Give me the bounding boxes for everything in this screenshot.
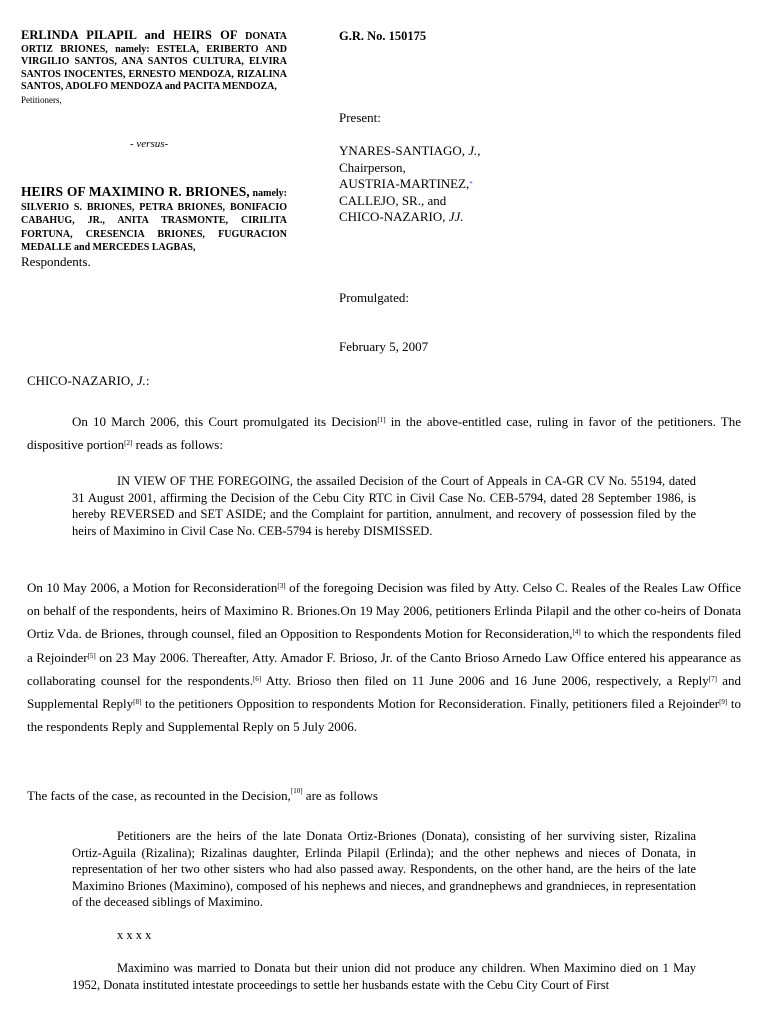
footnote-ref[interactable]: [8] <box>133 698 142 707</box>
justice-line: CHICO-NAZARIO, JJ. <box>339 209 464 224</box>
case-number: G.R. No. 150175 <box>339 29 427 43</box>
justice-line: YNARES-SANTIAGO, J., <box>339 143 481 158</box>
promulgated-label: Promulgated: <box>339 290 410 305</box>
petitioners-names: DONATA ORTIZ BRIONES, namely: ESTELA, ERIBERTO AND VIRGILIO SANTOS, ANA SANTOS CULTURA, ELVIRA SANTOS INOCENTES, ERNESTO MENDOZA, RIZALINA SANTOS, ADOLFO MENDOZA and PACITA MENDOZA, <box>21 31 288 92</box>
paragraph-1: On 10 March 2006, this Court promulgated its Decision[1] in the above-entitled case, ruling in favor of the petitioners. The dispositive portion[2] reads as follows: <box>27 414 741 452</box>
present-label: Present: <box>339 110 381 125</box>
promulgation-date: February 5, 2007 <box>339 339 429 354</box>
ponente: CHICO-NAZARIO, J.: <box>27 373 150 388</box>
footnote-ref[interactable]: [6] <box>252 674 262 683</box>
footnote-star-link[interactable]: * <box>469 180 473 188</box>
versus-label: - versus- <box>130 138 169 150</box>
footnote-ref[interactable]: [7] <box>708 674 717 683</box>
justice-line: CALLEJO, SR., and <box>339 192 447 208</box>
block-quote-continued: Maximino was married to Donata but their union did not produce any children. When Maximino died on 1 May 1952, Donata instituted intestate proceedings to settle her husbands estate with the Cebu City Court of First <box>72 961 696 992</box>
footnote-ref[interactable]: [10] <box>290 787 303 795</box>
footnote-ref[interactable]: [4] <box>572 628 581 637</box>
justice-line: Chairperson, <box>339 159 406 175</box>
footnote-ref[interactable]: [3] <box>277 582 286 590</box>
paragraph-3: The facts of the case, as recounted in the Decision,[10] are as follows <box>27 787 378 803</box>
petitioners-lead: ERLINDA PILAPIL and HEIRS OF <box>21 28 238 42</box>
respondents-names: namely: SILVERIO S. BRIONES, PETRA BRIONES, BONIFACIO CABAHUG, JR., ANITA TRASMONTE, CIRILITA FORTUNA, CRESENCIA BRIONES, FUGURACION MEDALLE and MERCEDES LAGBAS, <box>21 188 287 253</box>
respondents-label: Respondents. <box>21 253 91 269</box>
justices-list <box>339 143 481 226</box>
justice-line: AUSTRIA-MARTINEZ,* <box>339 176 473 191</box>
block-quote-dispositive: IN VIEW OF THE FOREGOING, the assailed Decision of the Court of Appeals in CA-GR CV No. 55194, dated 31 August 2001, affirming the Decision of the Cebu City RTC in Civil Case No. CEB-5794, dated 28 September 1986, is hereby REVERSED and SET ASIDE; and the Complaint for partition, annulment, and recovery of possession filed by the heirs of Maximino in Civil Case No. CEB-5794 is hereby DISMISSED. <box>72 474 696 538</box>
footnote-ref[interactable]: [9] <box>719 698 728 707</box>
petitioners-label: Petitioners, <box>21 94 62 105</box>
footnote-ref[interactable]: [2] <box>124 439 133 447</box>
footnote-ref[interactable]: [5] <box>87 651 96 660</box>
petitioners-caption <box>21 29 287 106</box>
respondents-lead: HEIRS OF MAXIMINO R. BRIONES, <box>21 184 250 199</box>
paragraph-2: On 10 May 2006, a Motion for Reconsideration[3] of the foregoing Decision was filed by Atty. Celso C. Reales of the Reales Law Office on behalf of the respondents, heirs of Maximino R. Briones.On 19 May 2006, petitioners Erlinda Pilapil and the other co-heirs of Donata Ortiz Vda. de Briones, through counsel, filed an Opposition to Respondents Motion for Reconsideration,[4] to which the respondents filed a Rejoinder[5] on 23 May 2006. Thereafter, Atty. Amador F. Brioso, Jr. of the Canto Brioso Arnedo Law Office entered his appearance as collaborating counsel for the respondents.[6] Atty. Brioso then filed on 11 June 2006 and 16 June 2006, respectively, a Reply[7] and Supplemental Reply[8] to the petitioners Opposition to respondents Motion for Reconsideration. Finally, petitioners filed a Rejoinder[9] to the respondents Reply and Supplemental Reply on 5 July 2006. <box>27 580 742 735</box>
ellipsis-marker: x x x x <box>117 928 152 942</box>
block-quote-facts: Petitioners are the heirs of the late Donata Ortiz-Briones (Donata), consisting of her surviving sister, Rizalina Ortiz-Aguila (Rizalina); Rizalinas daughter, Erlinda Pilapil (Erlinda); and the other nephews and nieces of Donata, in representation of her two other sisters who had also passed away. Respondents, on the other hand, are the heirs of the late Maximino Briones (Maximino), composed of his nephews and nieces, and grandnephews and grandnieces, in representation of the deceased siblings of Maximino. <box>72 829 696 909</box>
respondents-caption <box>21 185 287 269</box>
footnote-ref[interactable]: [1] <box>377 416 386 424</box>
